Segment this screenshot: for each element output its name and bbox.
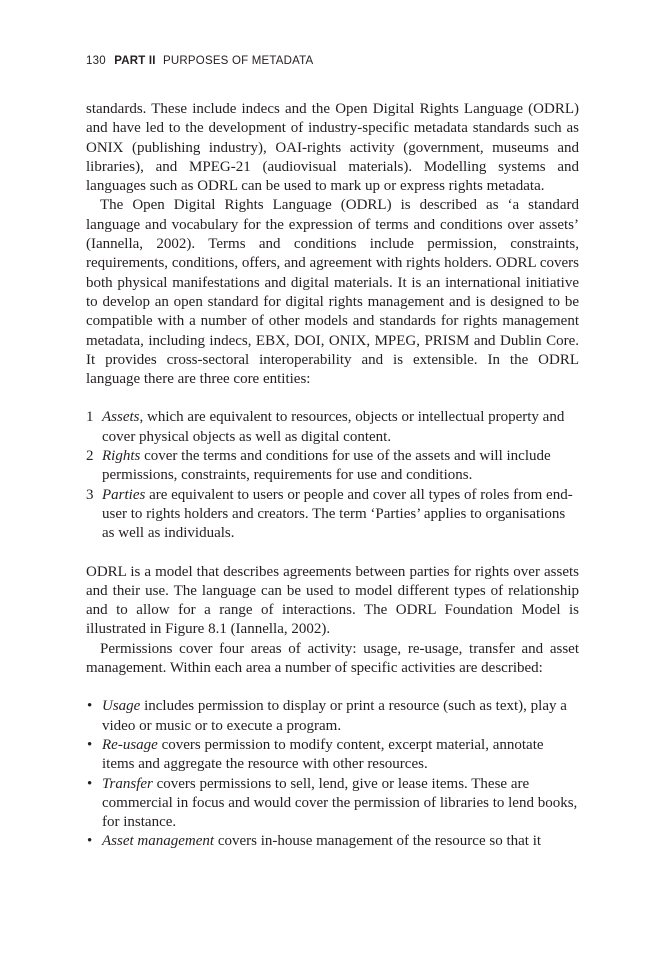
- list-item: [86, 775, 579, 833]
- bullet-icon: •: [87, 775, 93, 792]
- activity-description: covers in-house management of the resource so that it: [214, 833, 542, 850]
- entity-description: cover the terms and conditions for use of the assets and will include permissions, constraints, requirements for use and conditions.: [102, 448, 551, 484]
- running-head: [86, 55, 313, 67]
- body-text: [86, 100, 579, 852]
- paragraph-odrl-definition: The Open Digital Rights Language (ODRL) is described as ‘a standard language and vocabulary for the expression of terms and conditions over assets’ (Iannella, 2002). Terms and conditions include permission, constraints, requirements, conditions, offers, and agreement with rights holders. ODRL covers both physical manifestations and digital materials. It is an international initiative to develop an open standard for digital rights management and is designed to be compatible with a number of other models and standards for rights management metadata, including indecs, EBX, DOI, ONIX, MPEG, PRISM and Dublin Core. It provides cross-sectoral interoperability and is extensible. In the ODRL language there are three core entities:: [86, 197, 579, 388]
- bullet-icon: •: [87, 698, 93, 715]
- list-item: [86, 736, 579, 775]
- entity-term: Assets: [102, 409, 140, 426]
- activity-term: Usage: [102, 698, 141, 715]
- entity-term: Rights: [102, 448, 141, 465]
- page-number: 130: [86, 55, 106, 67]
- list-number: 1: [86, 409, 94, 426]
- activity-description: includes permission to display or print a resource (such as text), play a video or music or to execute a program.: [102, 698, 567, 734]
- activity-term: Transfer: [102, 775, 153, 792]
- part-label: PART II: [114, 55, 156, 67]
- list-item: [86, 408, 579, 447]
- list-item: [86, 486, 579, 544]
- entity-description: , which are equivalent to resources, objects or intellectual property and cover physical objects as well as digital content.: [102, 409, 565, 445]
- activity-term: Re-usage: [102, 736, 158, 753]
- activities-list: [86, 697, 579, 851]
- list-number: 3: [86, 486, 94, 503]
- section-title: PURPOSES OF METADATA: [163, 55, 314, 67]
- paragraph-odrl-model: ODRL is a model that describes agreements between parties for rights over assets and their use. The language can be used to model different types of relationship and to allow for a range of interactions. The ODRL Foundation Model is illustrated in Figure 8.1 (Iannella, 2002).: [86, 563, 579, 638]
- list-item: [86, 697, 579, 736]
- activity-description: covers permission to modify content, excerpt material, annotate items and aggregate the resource with other resources.: [102, 736, 544, 773]
- paragraph-standards: standards. These include indecs and the Open Digital Rights Language (ODRL) and have led to the development of industry-specific metadata standards such as ONIX (publishing industry), OAI-rights activity (government, museums and libraries), and MPEG-21 (audiovisual materials). Modelling systems and languages such as ODRL can be used to mark up or express rights metadata.: [86, 101, 579, 195]
- entity-description: are equivalent to users or people and cover all types of roles from end-user to rights holders and creators. The term ‘Parties’ applies to organisations as well as individuals.: [102, 486, 573, 542]
- bullet-icon: •: [87, 833, 93, 850]
- activity-term: Asset management: [102, 833, 215, 850]
- list-item: [86, 447, 579, 486]
- entity-term: Parties: [102, 486, 146, 503]
- paragraph-permissions: Permissions cover four areas of activity: usage, re-usage, transfer and asset management. Within each area a number of specific activities are described:: [86, 640, 579, 677]
- core-entities-list: [86, 408, 579, 543]
- list-number: 2: [86, 448, 94, 465]
- list-item: [86, 832, 579, 851]
- activity-description: covers permissions to sell, lend, give or lease items. These are commercial in focus and would cover the permission of libraries to lend books, for instance.: [102, 775, 578, 831]
- bullet-icon: •: [87, 736, 93, 753]
